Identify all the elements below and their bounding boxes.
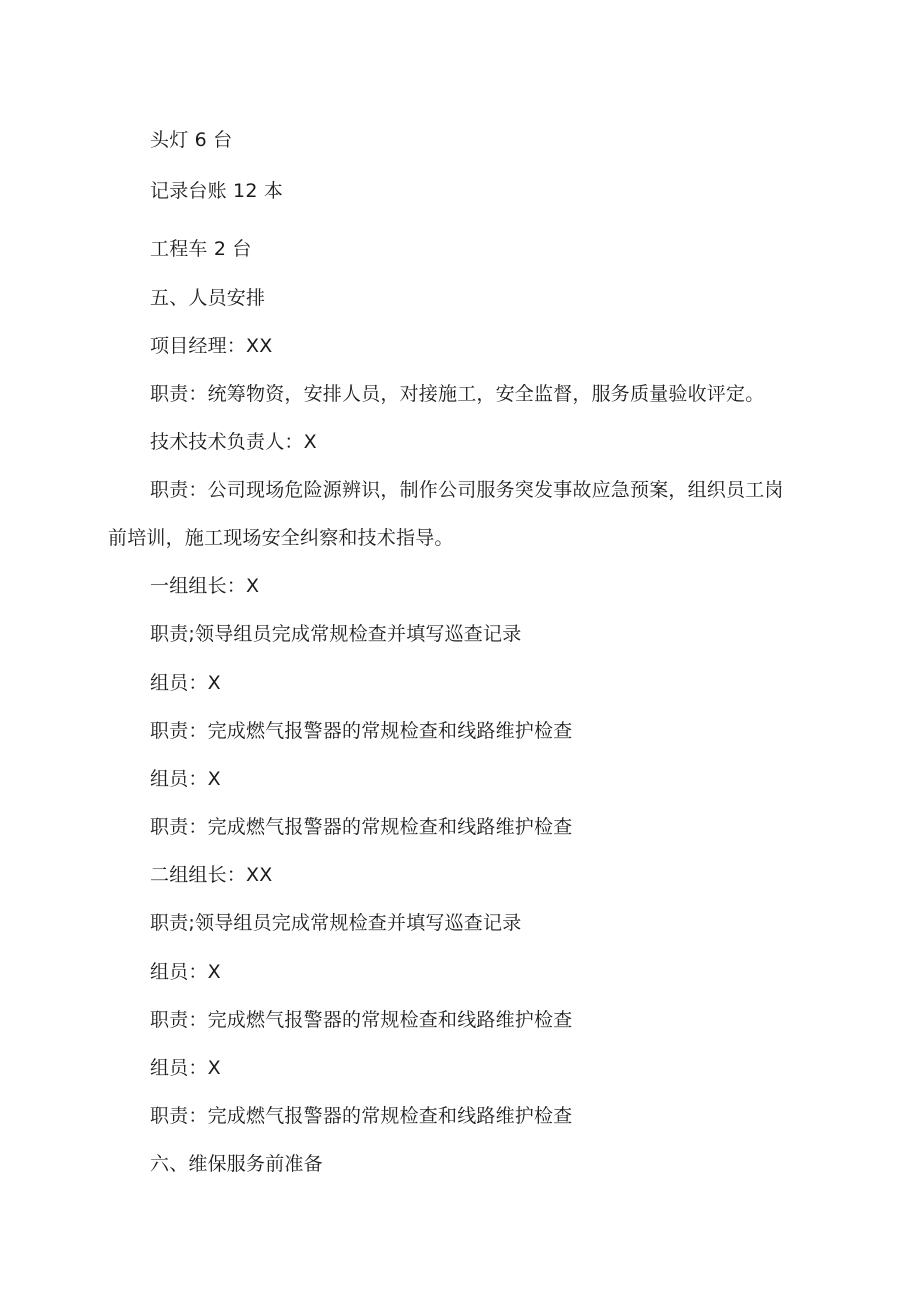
text-line: 职责;领导组员完成常规检查并填写巡查记录 (150, 623, 522, 645)
text-line: 组员：X (150, 961, 221, 983)
text-line: 职责：完成燃气报警器的常规检查和线路维护检查 (150, 816, 573, 838)
text-line: 二组组长：XX (150, 864, 273, 886)
text-line: 工程车 2 台 (150, 238, 252, 260)
text-line: 一组组长：X (150, 575, 260, 597)
text-line: 组员：X (150, 1057, 221, 1079)
section-heading: 六、维保服务前准备 (150, 1153, 323, 1175)
text-line: 职责：完成燃气报警器的常规检查和线路维护检查 (150, 1009, 573, 1031)
section-heading: 五、人员安排 (150, 287, 266, 309)
text-line-continuation: 前培训，施工现场安全纠察和技术指导。 (108, 527, 454, 549)
text-line: 职责：公司现场危险源辨识，制作公司服务突发事故应急预案，组织员工岗 (150, 479, 784, 501)
text-line: 技术技术负责人：X (150, 431, 317, 453)
text-line: 记录台账 12 本 (150, 180, 284, 202)
text-line: 职责：完成燃气报警器的常规检查和线路维护检查 (150, 1105, 573, 1127)
text-line: 组员：X (150, 768, 221, 790)
text-line: 头灯 6 台 (150, 129, 233, 151)
text-line: 职责：完成燃气报警器的常规检查和线路维护检查 (150, 720, 573, 742)
text-line: 职责;领导组员完成常规检查并填写巡查记录 (150, 912, 522, 934)
text-line: 项目经理：XX (150, 335, 273, 357)
text-line: 职责：统筹物资，安排人员，对接施工，安全监督，服务质量验收评定。 (150, 383, 765, 405)
text-line: 组员：X (150, 672, 221, 694)
